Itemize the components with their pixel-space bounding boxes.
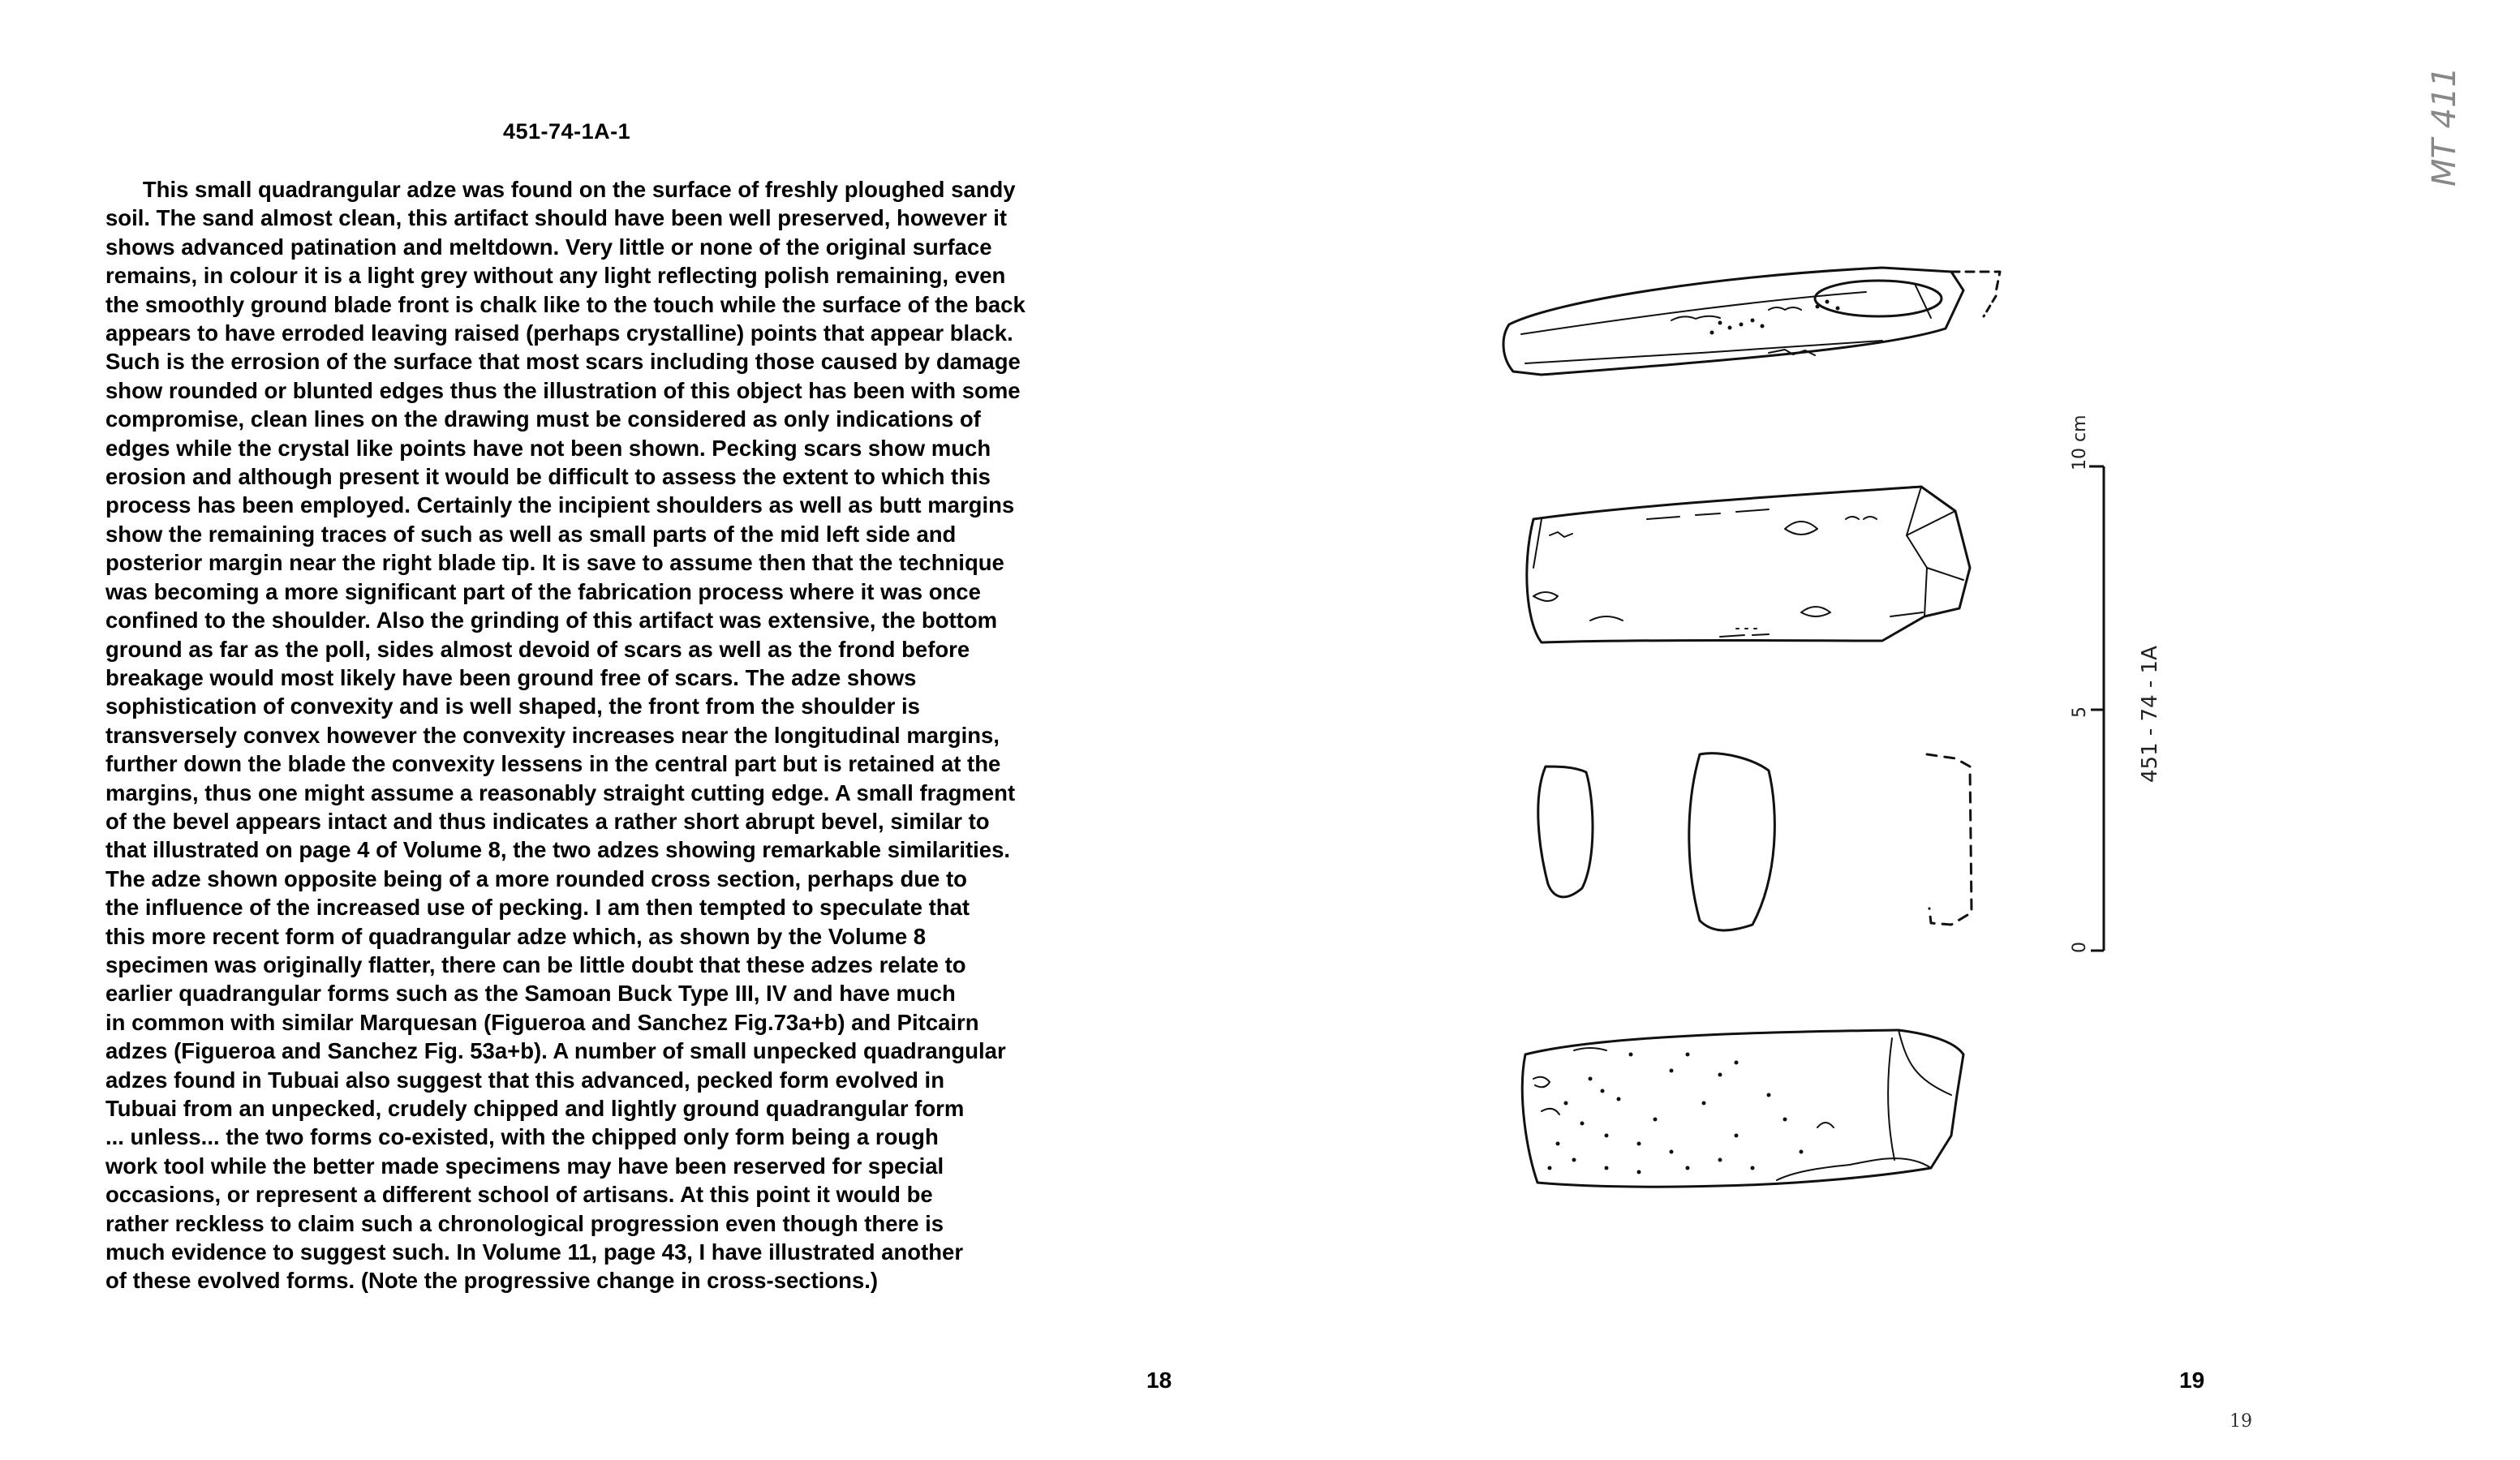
body-text (105, 175, 1103, 1295)
text-line: earlier quadrangular forms such as the Samoan Buck Type III, IV and have much (105, 981, 956, 1007)
text-line: ... unless... the two forms co-existed, with the chipped only form being a rough (105, 1124, 939, 1150)
handwritten-catalogue-mark (2415, 65, 2520, 211)
text-line: show the remaining traces of such as well as small parts of the mid left side and (105, 521, 957, 547)
text-line: of these evolved forms. (Note the progressive change in cross-sections.) (105, 1268, 879, 1294)
text-line: Such is the errosion of the surface that most scars including those caused by damage (105, 349, 1021, 375)
text-line: show rounded or blunted edges thus the illustration of this object has been with some (105, 377, 1021, 403)
page-number-right: 19 (2179, 1368, 2205, 1393)
text-line: this more recent form of quadrangular adze which, as shown by the Volume 8 (105, 923, 927, 949)
specimen-label: 451 - 74 - 1A (2138, 646, 2162, 783)
scale-label-5: 5 (2070, 706, 2090, 718)
text-line: process has been employed. Certainly the incipient shoulders as well as butt margins (105, 492, 1015, 518)
text-line: posterior margin near the right blade tip. It is save to assume then that the technique (105, 550, 1004, 576)
text-line: soil. The sand almost clean, this artifact should have been well preserved, however it (105, 205, 1008, 231)
scale-bar (2089, 466, 2104, 951)
text-line: appears to have erroded leaving raised (perhaps crystalline) points that appear black. (105, 320, 1013, 346)
text-line: shows advanced patination and meltdown. Very little or none of the original surface (105, 234, 992, 260)
adze-cross-sections (1538, 754, 1972, 930)
scale-label-10cm: 10 cm (2070, 414, 2090, 470)
text-line: margins, thus one might assume a reasonably straight cutting edge. A small fragment (105, 779, 1016, 805)
text-line: work tool while the better made specimens may have been reserved for special (105, 1153, 944, 1179)
text-line: erosion and although present it would be difficult to assess the extent to which this (105, 464, 991, 490)
text-line: further down the blade the convexity lessens in the central part but is retained at the (105, 751, 1001, 777)
text-line: confined to the shoulder. Also the grinding of this artifact was extensive, the bottom (105, 608, 998, 633)
text-line: of the bevel appears intact and thus indicates a rather short abrupt bevel, similar to (105, 808, 990, 834)
text-line: edges while the crystal like points have not been shown. Pecking scars show much (105, 435, 991, 461)
text-line: Tubuai from an unpecked, crudely chipped and lightly ground quadrangular form (105, 1096, 965, 1121)
left-page (0, 0, 1172, 1460)
adze-back-view (1522, 1030, 1963, 1187)
text-line: much evidence to suggest such. In Volume 11, page 43, I have illustrated another (105, 1239, 964, 1265)
text-line: ground as far as the poll, sides almost devoid of scars as well as the frond before (105, 636, 970, 662)
text-line: the influence of the increased use of pecking. I am then tempted to speculate that (105, 895, 970, 921)
text-line: sophistication of convexity and is well shaped, the front from the shoulder is (105, 694, 920, 719)
text-line: compromise, clean lines on the drawing must be considered as only indications of (105, 406, 981, 432)
text-line: transversely convex however the convexity increases near the longitudinal margins, (105, 722, 1000, 748)
text-line: specimen was originally flatter, there can be little doubt that these adzes relate to (105, 951, 966, 977)
text-line: occasions, or represent a different school of artisans. At this point it would be (105, 1182, 933, 1208)
right-page (1152, 0, 2463, 1460)
text-line: adzes found in Tubuai also suggest that this advanced, pecked form evolved in (105, 1067, 944, 1093)
text-line: The adze shown opposite being of a more rounded cross section, perhaps due to (105, 865, 967, 891)
text-line: the smoothly ground blade front is chalk like to the touch while the surface of the back (105, 291, 1026, 317)
adze-front-view (1527, 487, 1970, 642)
handwritten-page-number: 19 (2230, 1411, 2252, 1432)
text-line: that illustrated on page 4 of Volume 8, the two adzes showing remarkable similarities. (105, 837, 1011, 863)
text-line: adzes (Figueroa and Sanchez Fig. 53a+b). A number of small unpecked quadrangular (105, 1038, 1006, 1064)
text-line: rather reckless to claim such a chronological progression even though there is (105, 1210, 944, 1236)
text-line: breakage would most likely have been ground free of scars. The adze shows (105, 664, 917, 690)
scale-label-0: 0 (2070, 942, 2090, 953)
text-line: This small quadrangular adze was found on the surface of freshly ploughed sandy (105, 177, 1016, 202)
handwritten-mark-text: MT 411 (2426, 66, 2463, 187)
text-line: was becoming a more significant part of the fabrication process where it was once (105, 578, 981, 604)
page-title: 451-74-1A-1 (503, 119, 631, 144)
page-number-left: 18 (1146, 1368, 1172, 1393)
text-line: remains, in colour it is a light grey without any light reflecting polish remaining, even (105, 263, 1006, 289)
text-line: in common with similar Marquesan (Figueroa and Sanchez Fig.73a+b) and Pitcairn (105, 1009, 979, 1035)
adze-illustrations (1152, 0, 2272, 1460)
